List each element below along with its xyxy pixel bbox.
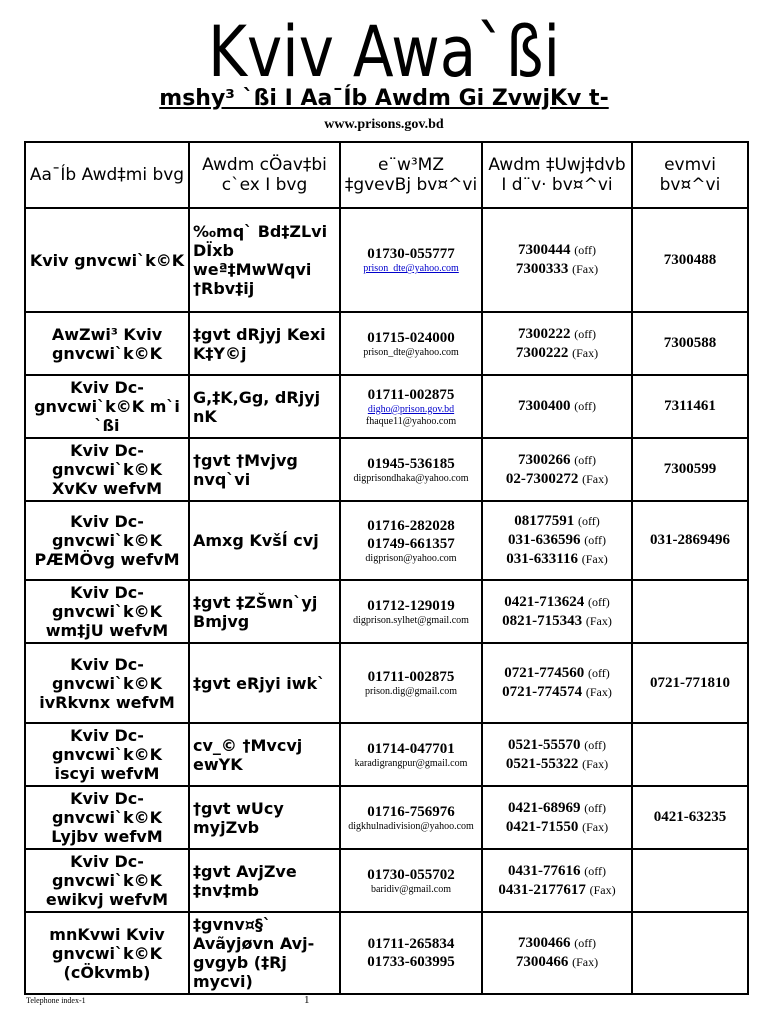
office-head: †gvt wUcy myjZvb: [189, 786, 340, 849]
phone-line: [486, 862, 628, 881]
phone-type: (off): [584, 737, 607, 752]
phone-number: 031-633116: [506, 551, 578, 567]
page-number: 1: [304, 994, 310, 1006]
mobile-cell: [340, 849, 482, 912]
mobile-cell: [340, 580, 482, 643]
phone-cell: [482, 786, 632, 849]
mobile-cell: [340, 438, 482, 501]
header-mobile: e¨w³MZ ‡gvevBj bv¤^vi: [340, 142, 482, 208]
phone-number: 0421-68969: [507, 799, 581, 816]
phone-type: (Fax): [585, 613, 612, 628]
phone-line: [486, 325, 628, 344]
mobile-cell: [340, 786, 482, 849]
subtitle: mshy³ `ßi I Aa¯Íb Awdm Gi ZvwjKv t-: [159, 86, 609, 111]
contact-table: [24, 141, 749, 995]
mobile-number: 01749-661357: [367, 535, 455, 552]
mobile-number: 01730-055702: [367, 866, 455, 883]
office-head: cv_© †Mvcvj ewYK: [189, 723, 340, 786]
phone-number: 7300466: [515, 954, 569, 970]
phone-line: [486, 512, 628, 531]
office-head: ‡gvt eRjyi iwk`: [189, 643, 340, 723]
header-phone: Awdm ‡Uwj‡dvb I d¨v· bv¤^vi: [482, 142, 632, 208]
email-address: digprison.sylhet@gmail.com: [353, 614, 469, 626]
office-name: Kviv Dc-gnvcwi`k©K PÆMÖvg wefvM: [25, 501, 189, 580]
phone-number: 0421-71550: [505, 818, 579, 835]
phone-type: (off): [587, 666, 610, 680]
email-address: baridiv@gmail.com: [370, 883, 452, 895]
email-address: prison.dig@gmail.com: [365, 686, 457, 697]
phone-number: 7300444: [517, 242, 571, 258]
email-address: prison_dte@yahoo.com: [363, 346, 459, 358]
phone-type: (Fax): [582, 756, 609, 771]
phone-line: [486, 934, 628, 953]
phone-type: (Fax): [572, 955, 599, 969]
mobile-number: 01716-282028: [367, 517, 455, 534]
mobile-cell: [340, 912, 482, 994]
phone-number: 0421-713624: [504, 593, 585, 610]
phone-number: 7300222: [515, 344, 569, 361]
phone-line: [486, 799, 628, 818]
residence-number: 7300599: [632, 438, 748, 501]
mobile-cell: [340, 375, 482, 438]
table-row: [25, 723, 748, 786]
phone-cell: [482, 723, 632, 786]
email-address: fhaque11@yahoo.com: [365, 415, 457, 427]
phone-type: (off): [574, 399, 597, 413]
residence-number: 7311461: [632, 375, 748, 438]
phone-line: [486, 593, 628, 612]
email-address[interactable]: digho@prison.gov.bd: [367, 403, 455, 415]
mobile-number: 01733-603995: [367, 954, 455, 970]
phone-number: 0821-715343: [502, 612, 583, 629]
table-row: [25, 849, 748, 912]
phone-line: [486, 550, 628, 569]
office-head: ‡gvt ‡ZŠwn`yj Bmjvg: [189, 580, 340, 643]
phone-type: (Fax): [581, 552, 608, 566]
header-residence: evmvi bv¤^vi: [632, 142, 748, 208]
phone-number: 08177591: [514, 513, 575, 529]
phone-cell: [482, 501, 632, 580]
table-row: [25, 375, 748, 438]
office-head: ‡gvt dRjyj Kexi K‡Y©j: [189, 312, 340, 375]
email-address: digprisondhaka@yahoo.com: [353, 472, 469, 484]
phone-type: (off): [584, 863, 607, 878]
phone-line: [486, 397, 628, 416]
mobile-cell: [340, 723, 482, 786]
office-name: Kviv gnvcwi`k©K: [25, 208, 189, 312]
phone-cell: [482, 208, 632, 312]
phone-line: [486, 531, 628, 550]
office-head: G,‡K,Gg, dRjyj nK: [189, 375, 340, 438]
phone-type: (off): [577, 514, 600, 528]
table-row: [25, 786, 748, 849]
phone-line: [486, 818, 628, 837]
phone-type: (off): [574, 452, 597, 467]
phone-number: 7300266: [517, 451, 571, 468]
phone-type: (off): [587, 594, 610, 609]
phone-cell: [482, 643, 632, 723]
email-address: digkhulnadivision@yahoo.com: [348, 820, 474, 832]
phone-number: 0721-774560: [504, 665, 585, 681]
office-name: Kviv Dc-gnvcwi`k©K wm‡jU wefvM: [25, 580, 189, 643]
phone-number: 031-636596: [507, 532, 581, 548]
phone-line: [486, 755, 628, 774]
phone-type: (off): [574, 243, 597, 257]
residence-number: [632, 723, 748, 786]
phone-line: [486, 953, 628, 972]
mobile-number: 01712-129019: [367, 597, 455, 614]
phone-number: 7300466: [517, 935, 571, 951]
mobile-cell: [340, 208, 482, 312]
mobile-number: 01716-756976: [367, 803, 455, 820]
office-name: Kviv Dc-gnvcwi`k©K ewikvj wefvM: [25, 849, 189, 912]
table-row: [25, 501, 748, 580]
phone-cell: [482, 912, 632, 994]
footer-note: Telephone index-1: [26, 996, 86, 1005]
office-head: †gvt †Mvjvg nvq`vi: [189, 438, 340, 501]
email-address[interactable]: prison_dte@yahoo.com: [363, 263, 459, 274]
phone-type: (off): [574, 936, 597, 950]
table-row: [25, 912, 748, 994]
phone-cell: [482, 312, 632, 375]
phone-type: (off): [584, 533, 607, 547]
office-head: Amxg KvšÍ cvj: [189, 501, 340, 580]
phone-number: 7300222: [517, 325, 571, 342]
phone-line: [486, 344, 628, 363]
mobile-number: 01714-047701: [367, 740, 455, 757]
office-name: Kviv Dc-gnvcwi`k©K Lyjbv wefvM: [25, 786, 189, 849]
mobile-number: 01711-265834: [367, 936, 455, 952]
phone-line: [486, 451, 628, 470]
phone-cell: [482, 375, 632, 438]
residence-number: 031-2869496: [632, 501, 748, 580]
table-row: [25, 580, 748, 643]
phone-line: [486, 612, 628, 631]
office-name: Kviv Dc-gnvcwi`k©K ivRkvnx wefvM: [25, 643, 189, 723]
office-name: Kviv Dc-gnvcwi`k©K XvKv wefvM: [25, 438, 189, 501]
phone-number: 7300333: [515, 261, 569, 277]
office-name: Kviv Dc-gnvcwi`k©K m`i `ßi: [25, 375, 189, 438]
residence-number: 0721-771810: [632, 643, 748, 723]
table-row: [25, 643, 748, 723]
mobile-cell: [340, 501, 482, 580]
email-address: digprison@yahoo.com: [365, 552, 457, 564]
office-name: mnKvwi Kviv gnvcwi`k©K (cÖkvmb): [25, 912, 189, 994]
residence-number: [632, 912, 748, 994]
residence-number: 0421-63235: [632, 786, 748, 849]
office-head: ‡gvt AvjZve ‡nv‡mb: [189, 849, 340, 912]
phone-number: 0521-55322: [505, 755, 579, 772]
phone-line: [486, 470, 628, 489]
mobile-number: 01711-002875: [367, 669, 455, 685]
phone-line: [486, 241, 628, 260]
office-head: ‡gvnv¤§` Avãyjøvn Avj-gvgyb (‡Rj mycvi): [189, 912, 340, 994]
phone-type: (off): [584, 800, 607, 815]
mobile-cell: [340, 643, 482, 723]
phone-line: [486, 683, 628, 702]
mobile-number: 01715-024000: [367, 329, 455, 346]
phone-type: (off): [574, 326, 597, 341]
phone-line: [486, 881, 628, 900]
phone-line: [486, 664, 628, 683]
mobile-number: 01945-536185: [367, 455, 455, 472]
office-head: ‰mq` Bd‡ZLvi DÏxb weª‡MwWqvi †Rbv‡ij: [189, 208, 340, 312]
phone-number: 7300400: [517, 398, 571, 414]
phone-number: 0431-77616: [507, 862, 581, 879]
email-address: karadigrangpur@gmail.com: [354, 757, 468, 769]
phone-number: 0521-55570: [507, 736, 581, 753]
phone-cell: [482, 580, 632, 643]
mobile-cell: [340, 312, 482, 375]
residence-number: [632, 580, 748, 643]
phone-line: [486, 736, 628, 755]
mobile-number: 01730-055777: [367, 246, 455, 262]
table-row: [25, 438, 748, 501]
phone-cell: [482, 438, 632, 501]
phone-type: (Fax): [585, 685, 612, 699]
phone-number: 0431-2177617: [498, 881, 586, 898]
mobile-number: 01711-002875: [367, 386, 455, 403]
phone-line: [486, 260, 628, 279]
page-title: Kviv Awa`ßi: [207, 11, 561, 93]
phone-type: (Fax): [589, 882, 616, 897]
header-head: Awdm cÖav‡bi c`ex I bvg: [189, 142, 340, 208]
office-name: Kviv Dc-gnvcwi`k©K iscyi wefvM: [25, 723, 189, 786]
residence-number: 7300588: [632, 312, 748, 375]
website-url[interactable]: www.prisons.gov.bd: [324, 117, 444, 132]
office-name: AwZwi³ Kviv gnvcwi`k©K: [25, 312, 189, 375]
phone-number: 0721-774574: [502, 684, 583, 700]
phone-type: (Fax): [572, 345, 599, 360]
residence-number: [632, 849, 748, 912]
phone-type: (Fax): [582, 471, 609, 486]
phone-type: (Fax): [582, 819, 609, 834]
table-row: [25, 208, 748, 312]
header-office: Aa¯Íb Awd‡mi bvg: [25, 142, 189, 208]
phone-number: 02-7300272: [505, 470, 579, 487]
phone-cell: [482, 849, 632, 912]
phone-type: (Fax): [572, 262, 599, 276]
residence-number: 7300488: [632, 208, 748, 312]
table-row: [25, 312, 748, 375]
